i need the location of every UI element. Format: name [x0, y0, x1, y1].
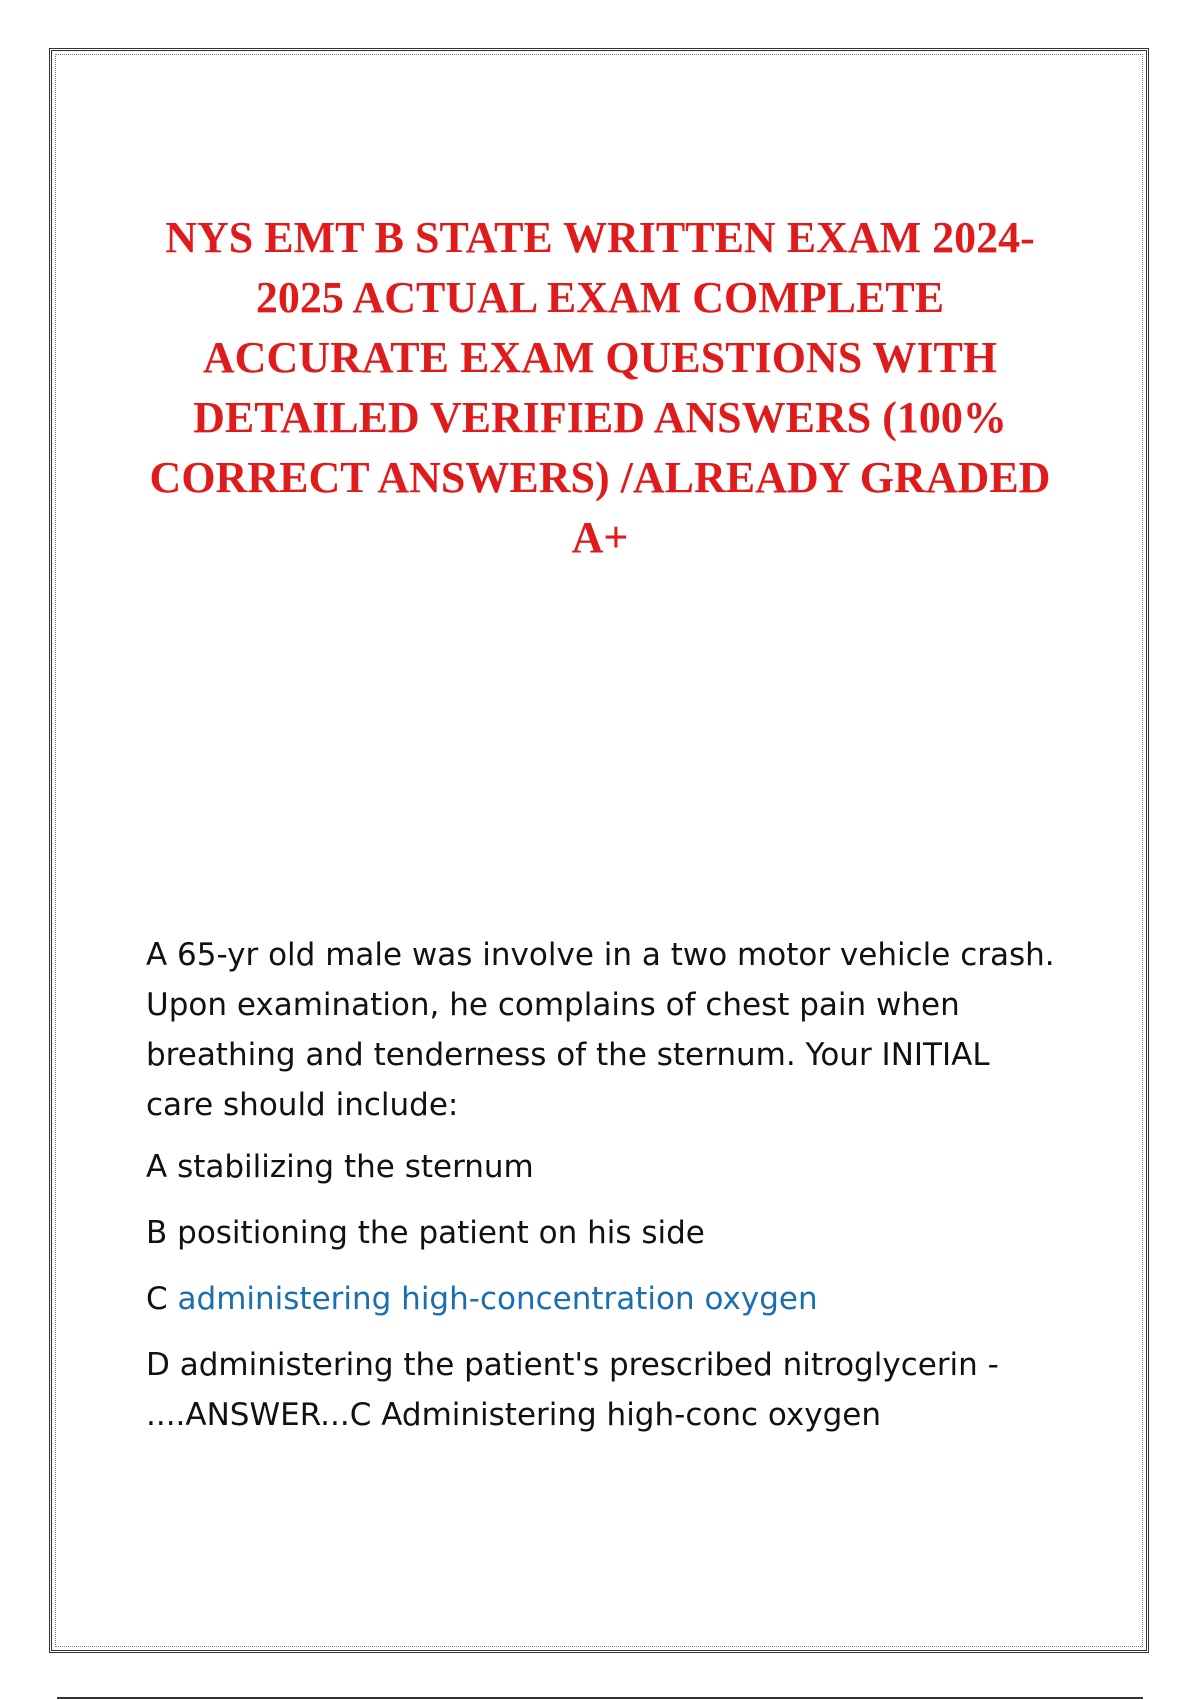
option-d [146, 1340, 1066, 1440]
option-text: stabilizing the sternum [177, 1149, 534, 1185]
option-text: administering the patient's prescribed nitroglycerin - ....ANSWER...C Administering high-conc oxygen [146, 1347, 999, 1433]
option-a [146, 1142, 1066, 1192]
option-letter: B [146, 1215, 168, 1251]
document-title: NYS EMT B STATE WRITTEN EXAM 2024-2025 ACTUAL EXAM COMPLETE ACCURATE EXAM QUESTIONS WITH DETAILED VERIFIED ANSWERS (100% CORRECT ANSWERS) /ALREADY GRADED A+ [149, 213, 1051, 562]
option-text: positioning the patient on his side [177, 1215, 705, 1251]
option-text-highlighted: administering high-concentration oxygen [177, 1281, 818, 1317]
question-text: A 65-yr old male was involve in a two motor vehicle crash. Upon examination, he complains of chest pain when breathing and tenderness of the sternum. Your INITIAL care should include: [146, 937, 1055, 1123]
option-letter: A [146, 1149, 168, 1185]
question-block [146, 930, 1066, 1456]
option-letter: C [146, 1281, 168, 1317]
bottom-divider [57, 1697, 1143, 1699]
option-letter: D [146, 1347, 170, 1383]
option-c [146, 1274, 1066, 1324]
option-b [146, 1208, 1066, 1258]
